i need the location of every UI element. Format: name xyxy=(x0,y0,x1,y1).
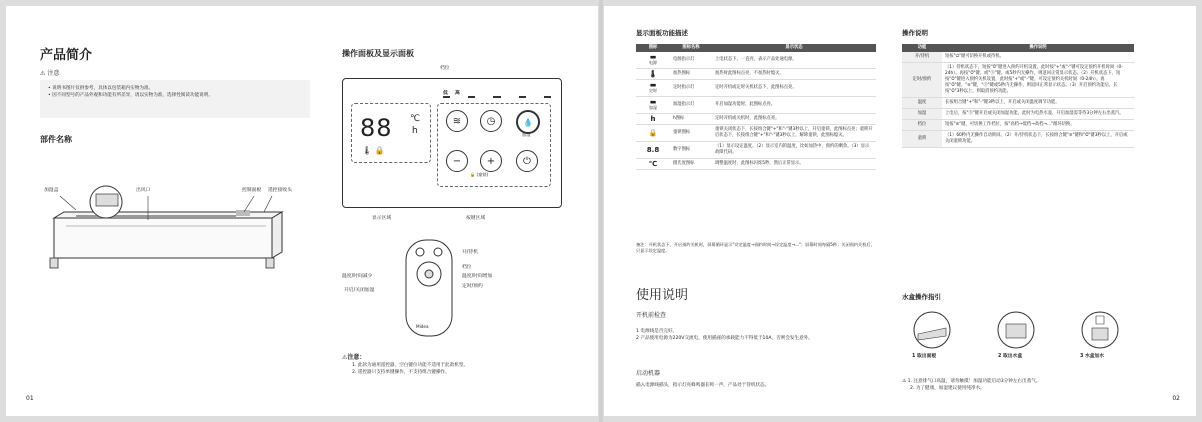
row-desc: 调整温度时，此图标闪烁5秒，然后正常显示。 xyxy=(712,159,876,170)
display-desc-title: 显示面板功能描述 xyxy=(636,29,688,37)
row-name: 加热图标 xyxy=(670,69,712,80)
water-notes xyxy=(902,378,1142,392)
usage-title: 使用说明 xyxy=(636,288,689,303)
page-fold xyxy=(599,0,603,422)
row-icon-glyph: ℃ xyxy=(648,160,658,168)
timer-button[interactable]: ◷ xyxy=(480,110,502,132)
row-icon xyxy=(636,125,670,142)
keys-area-label: 按键区域 xyxy=(466,216,486,221)
notice-heading xyxy=(40,68,59,77)
pre-check-list xyxy=(636,328,876,342)
parts-title: 部件名称 xyxy=(40,135,72,144)
table-row xyxy=(902,120,1134,131)
row-icon-glyph: 🌡 xyxy=(648,70,658,78)
pre-check-title: 开机前检查 xyxy=(636,312,667,319)
table-row xyxy=(636,69,876,80)
remote-temp-dec-label: 温度/时间减少 xyxy=(342,274,373,279)
row-name: 加湿指示灯 xyxy=(670,97,712,114)
heater-illustration xyxy=(36,180,292,276)
op-name: 加湿 xyxy=(902,109,942,120)
table-row xyxy=(636,159,876,170)
row-icon xyxy=(636,142,670,159)
op-desc: 短按"≋"键，可切换工作档位，按"高档→低档→高档→..."循环切换。 xyxy=(942,120,1134,131)
keys-area xyxy=(437,103,551,187)
label-outlet: 出风口 xyxy=(136,188,151,193)
operation-title: 操作说明 xyxy=(902,29,928,37)
water-steps xyxy=(902,310,1142,362)
label-humidifier: 加湿盒 xyxy=(44,188,59,193)
water-step-1: 1 取出面板 xyxy=(912,354,937,359)
row-name: 电源指示灯 xyxy=(670,52,712,69)
notice-box xyxy=(40,80,310,118)
table-row xyxy=(902,63,1134,98)
row-name: 摄氏度图标 xyxy=(670,159,712,170)
notice-label: 注意 xyxy=(47,70,60,77)
op-desc: 上电后，按"Ⓢ"键开启或关闭加湿功能，此时为电热水壶，开启加湿需等待3分钟左右出蒸汽。 xyxy=(942,109,1134,120)
display-area-label: 显示区域 xyxy=(372,216,392,221)
pre-check-item: 2 产品使用电源为220V交流电，使用插座的承载能力不得低于10A，否则会发生意外。 xyxy=(636,336,813,341)
row-desc: 开启加湿功能时，此图标点亮。 xyxy=(712,97,876,114)
remote-note-title: ⚠注意： xyxy=(342,354,366,361)
humid-label: 加湿 xyxy=(522,132,531,137)
control-panel xyxy=(342,78,562,208)
level-button[interactable]: ≋ xyxy=(446,110,468,132)
power-button[interactable]: ⏻ xyxy=(516,150,538,172)
table-row xyxy=(902,131,1134,148)
operation-table xyxy=(902,44,1134,148)
child-lock-label: 🔒 (童锁) xyxy=(470,172,489,177)
product-intro-title: 产品简介 xyxy=(40,48,93,63)
row-icon-caption: 定时 xyxy=(649,88,657,93)
digit-display: 88 xyxy=(360,114,393,142)
remote-temp-inc-label: 温度/时间增加 xyxy=(462,274,493,279)
right-page xyxy=(604,6,1196,416)
op-name: 童锁 xyxy=(902,131,942,148)
row-icon-glyph: ▬ xyxy=(649,98,657,106)
row-desc: 定时开机或关机时，此图标点亮。 xyxy=(712,114,876,125)
water-step-2: 2 取出水盒 xyxy=(998,354,1023,359)
step2-illustration xyxy=(990,310,1042,350)
row-desc: 定时开机或定时关机状态下，此图标点亮。 xyxy=(712,80,876,97)
op-desc: 长按组合键"+"和"-"键3秒以上，开启或关闭温度调节功能。 xyxy=(942,98,1134,109)
row-icon-glyph: ▬ xyxy=(649,81,657,89)
table-row xyxy=(636,142,876,159)
table-row xyxy=(636,52,876,69)
row-icon-glyph: h xyxy=(650,115,656,123)
row-desc: 加热时此图标点亮，不加热时熄灭。 xyxy=(712,69,876,80)
op-name: 定时/预约 xyxy=(902,63,942,98)
row-name: h图标 xyxy=(670,114,712,125)
water-note-item: ⚠ 1. 注意排气口高温，请勿触摸！加湿功能启动3分钟左右出蒸气。 xyxy=(902,379,1041,384)
table-row xyxy=(902,109,1134,120)
row-desc: 童锁关闭状态下，长按组合键"+"和"-"键3秒以上，开启童锁，此图标点亮；童锁开启状态下，长按组合键"+"和"-"键3秒以上，解除童锁，此图标熄灭。 xyxy=(712,125,876,142)
notice-item: • 因不同型号的产品外观和功能有所差异，请以实物为准，选择性阅读功能说明。 xyxy=(48,93,213,98)
remote-brand: Midea xyxy=(416,324,429,329)
remote-note-item: 2. 遥控器只支持单键操作，不支持组合键操作。 xyxy=(352,370,450,375)
left-page xyxy=(6,6,598,416)
table-header: 图标 图标名称 显示状态 xyxy=(636,44,876,52)
water-step-3: 3 水盒加水 xyxy=(1080,354,1105,359)
op-desc: （1）待机状态下，短按"⏱"键进入预约开机设置，此时按"+"或"-"键可设定预约开机时间（0-24h）。再按"⏱"键，或"Ⓢ"键，或5秒内无操作，则返回正常显示状态。（2）开机状态下，短按"⏱"键进入预约关机设置，此时按"+"或"-"键，可设定预约关机时间（0-24h）。再按"⏱"键，"≋"键，"Ⓢ"键或5秒内无操作，则返回正常显示状态。（3）开启预约功能后，长按"⏱"3秒以上，则取消预约功能。 xyxy=(942,63,1134,98)
row-desc: 上电状态下，一直亮，表示产品处通电源。 xyxy=(712,52,876,69)
op-name: 温度 xyxy=(902,98,942,109)
remote-humid-label: 开启/关闭加湿 xyxy=(344,288,375,293)
unit-hour: h xyxy=(412,126,418,136)
page-number-right: 02 xyxy=(1172,395,1180,402)
panel-level-label: 档位 xyxy=(440,66,450,71)
display-area xyxy=(351,103,431,163)
unit-celsius: ℃ xyxy=(410,114,421,124)
step3-illustration xyxy=(1074,310,1126,350)
table-row xyxy=(636,97,876,114)
display-note: 备注：开机状态下，开启预约关机时，屏幕循环显示"设定温度→预约时间→设定温度→..."；屏幕时间每隔5秒；关闭预约关机后，只显示设定温度。 xyxy=(636,242,875,253)
start-text: 插入电源线插头，指示灯亮蜂鸣器长鸣一声，产品处于待机状态。 xyxy=(636,383,770,388)
table-row xyxy=(636,114,876,125)
table-row xyxy=(902,52,1134,63)
level-low: 低 xyxy=(443,91,448,96)
pre-check-item: 1 电源线是否完好。 xyxy=(636,329,678,334)
row-icon xyxy=(636,97,670,114)
notice-list xyxy=(40,80,310,104)
minus-button[interactable]: − xyxy=(446,150,468,172)
table-row xyxy=(636,125,876,142)
label-receiver: 遥控接收头 xyxy=(268,188,292,193)
row-icon-caption: 加湿 xyxy=(649,105,657,110)
remote-illustration xyxy=(404,238,454,338)
row-desc: （1）显示设定温度。（2）显示室内的温度，比如加热中，预约的剩余。（3）显示故障代码。 xyxy=(712,142,876,159)
display-table xyxy=(636,44,876,170)
heat-lock-icons: 🌡 🔒 xyxy=(362,146,385,155)
op-name: 开/待机 xyxy=(902,52,942,63)
remote-note-list xyxy=(352,362,468,376)
panel-title: 操作面板及显示面板 xyxy=(342,49,414,58)
op-desc: 短按"⏻"键可切换开机或待机。 xyxy=(942,52,1134,63)
remote-note-item: 1. 此款为通用遥控器，空白键位功能不适用于此款机型。 xyxy=(352,363,469,368)
water-note-item: 2. 为了健康，加湿建议使用纯净水。 xyxy=(910,386,985,391)
op-name: 档位 xyxy=(902,120,942,131)
start-title: 启动机器 xyxy=(636,370,661,377)
remote-level-label: 档位 xyxy=(462,265,472,270)
row-name: 童锁图标 xyxy=(670,125,712,142)
op-desc: （1）60秒内无操作自动锁屏。（2）开/待机状态下，长按组合键"≋"键和"⏱"键3秒以上，开启或关闭童锁功能。 xyxy=(942,131,1134,148)
warning-icon: ⚠ xyxy=(40,70,46,77)
plus-button[interactable]: + xyxy=(480,150,502,172)
row-icon xyxy=(636,52,670,69)
row-icon xyxy=(636,69,670,80)
row-name: 数字图标 xyxy=(670,142,712,159)
row-name: 定时指示灯 xyxy=(670,80,712,97)
row-icon xyxy=(636,114,670,125)
table-row xyxy=(902,98,1134,109)
notice-item: • 说明书图片仅供参考，具体以包装箱内实物为准。 xyxy=(48,86,154,91)
row-icon-glyph: 🔒 xyxy=(648,129,658,137)
page-number-left: 01 xyxy=(26,395,34,402)
label-panel: 控制面板 xyxy=(242,188,262,193)
level-high: 高 xyxy=(455,91,460,96)
row-icon xyxy=(636,159,670,170)
table-header: 功能 操作说明 xyxy=(902,44,1134,52)
remote-timer-label: 定时/预约 xyxy=(462,284,483,289)
table-row xyxy=(636,80,876,97)
step1-illustration xyxy=(906,310,958,350)
row-icon-glyph: 8.8 xyxy=(646,146,660,154)
row-icon xyxy=(636,80,670,97)
warning-icon: ⚠ xyxy=(902,379,908,384)
row-icon-caption: 电源 xyxy=(649,60,657,65)
indicator-bars xyxy=(443,96,551,98)
row-icon-glyph: ▬ xyxy=(649,53,657,61)
humidify-button[interactable]: 💧 xyxy=(516,110,540,134)
remote-power-label: 开/待机 xyxy=(462,250,479,255)
water-title: 水盒操作指引 xyxy=(902,293,941,301)
